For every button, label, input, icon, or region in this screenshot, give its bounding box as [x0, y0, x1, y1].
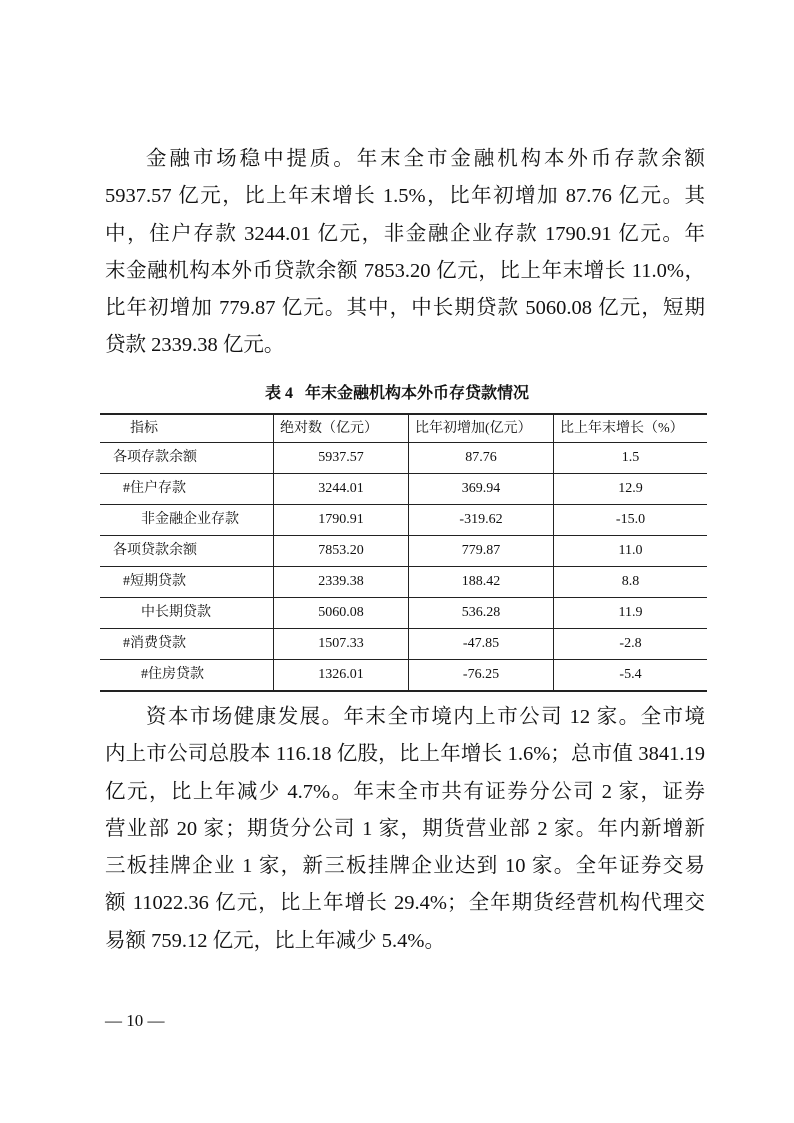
- cell-absolute: 3244.01: [274, 474, 409, 505]
- paragraph-capital-market: [105, 699, 705, 960]
- text-line: 亿元，比上年减少 4.7%。年末全市共有证券分公司 2 家，证券: [105, 780, 705, 803]
- text-line: 易额 759.12 亿元，比上年减少 5.4%。: [105, 929, 445, 952]
- table-row: [100, 474, 707, 505]
- cell-growth: 1.5: [554, 443, 708, 474]
- text-line: 5937.57 亿元，比上年末增长 1.5%，比年初增加 87.76 亿元。其: [105, 185, 705, 208]
- cell-growth: 11.9: [554, 598, 708, 629]
- row-label: 各项存款余额: [100, 443, 274, 474]
- cell-increase: 87.76: [409, 443, 554, 474]
- header-absolute: 绝对数（亿元）: [274, 414, 409, 443]
- cell-growth: 8.8: [554, 567, 708, 598]
- cell-growth: 12.9: [554, 474, 708, 505]
- cell-absolute: 5937.57: [274, 443, 409, 474]
- cell-growth: 11.0: [554, 536, 708, 567]
- cell-absolute: 1326.01: [274, 660, 409, 692]
- table-row: [100, 443, 707, 474]
- text-line: 贷款 2339.38 亿元。: [105, 334, 285, 357]
- table-caption: [0, 382, 794, 406]
- cell-absolute: 5060.08: [274, 598, 409, 629]
- page-number: — 10 —: [105, 1011, 165, 1030]
- header-growth: 比上年末增长（%）: [554, 414, 708, 443]
- table-row: [100, 567, 707, 598]
- text-line: 额 11022.36 亿元，比上年增长 29.4%；全年期货经营机构代理交: [105, 892, 705, 915]
- header-increase: 比年初增加(亿元）: [409, 414, 554, 443]
- table-row: [100, 598, 707, 629]
- table-row: [100, 660, 707, 692]
- cell-growth: -5.4: [554, 660, 708, 692]
- cell-absolute: 1790.91: [274, 505, 409, 536]
- text-line: 三板挂牌企业 1 家，新三板挂牌企业达到 10 家。全年证券交易: [105, 855, 705, 878]
- row-label: #住户存款: [100, 474, 274, 505]
- header-indicator: 指标: [100, 414, 274, 443]
- text-line: 中，住户存款 3244.01 亿元，非金融企业存款 1790.91 亿元。年: [105, 222, 705, 245]
- cell-increase: -76.25: [409, 660, 554, 692]
- text-line: 资本市场健康发展。年末全市境内上市公司 12 家。全市境: [146, 706, 705, 728]
- row-label: 各项贷款余额: [100, 536, 274, 567]
- cell-increase: 188.42: [409, 567, 554, 598]
- cell-absolute: 7853.20: [274, 536, 409, 567]
- table-row: [100, 505, 707, 536]
- text-line: 末金融机构本外币贷款余额 7853.20 亿元，比上年末增长 11.0%，: [105, 259, 705, 282]
- row-label: 中长期贷款: [100, 598, 274, 629]
- table-row: [100, 536, 707, 567]
- table-header-row: [100, 414, 707, 443]
- deposit-loan-table: [100, 413, 707, 692]
- cell-increase: -319.62: [409, 505, 554, 536]
- cell-growth: -15.0: [554, 505, 708, 536]
- cell-absolute: 1507.33: [274, 629, 409, 660]
- row-label: #短期贷款: [100, 567, 274, 598]
- row-label: #消费贷款: [100, 629, 274, 660]
- text-line: 比年初增加 779.87 亿元。其中，中长期贷款 5060.08 亿元，短期: [105, 297, 705, 320]
- table-number: 表 4: [264, 385, 293, 402]
- text-line: 金融市场稳中提质。年末全市金融机构本外币存款余额: [146, 148, 705, 170]
- cell-increase: -47.85: [409, 629, 554, 660]
- table-title: 年末金融机构本外币存贷款情况: [305, 385, 530, 402]
- cell-growth: -2.8: [554, 629, 708, 660]
- row-label: #住房贷款: [100, 660, 274, 692]
- paragraph-financial-market: [105, 141, 705, 365]
- text-line: 内上市公司总股本 116.18 亿股，比上年增长 1.6%；总市值 3841.19: [105, 743, 705, 766]
- cell-increase: 369.94: [409, 474, 554, 505]
- row-label: 非金融企业存款: [100, 505, 274, 536]
- table-row: [100, 629, 707, 660]
- cell-absolute: 2339.38: [274, 567, 409, 598]
- cell-increase: 779.87: [409, 536, 554, 567]
- cell-increase: 536.28: [409, 598, 554, 629]
- text-line: 营业部 20 家；期货分公司 1 家，期货营业部 2 家。年内新增新: [105, 817, 705, 840]
